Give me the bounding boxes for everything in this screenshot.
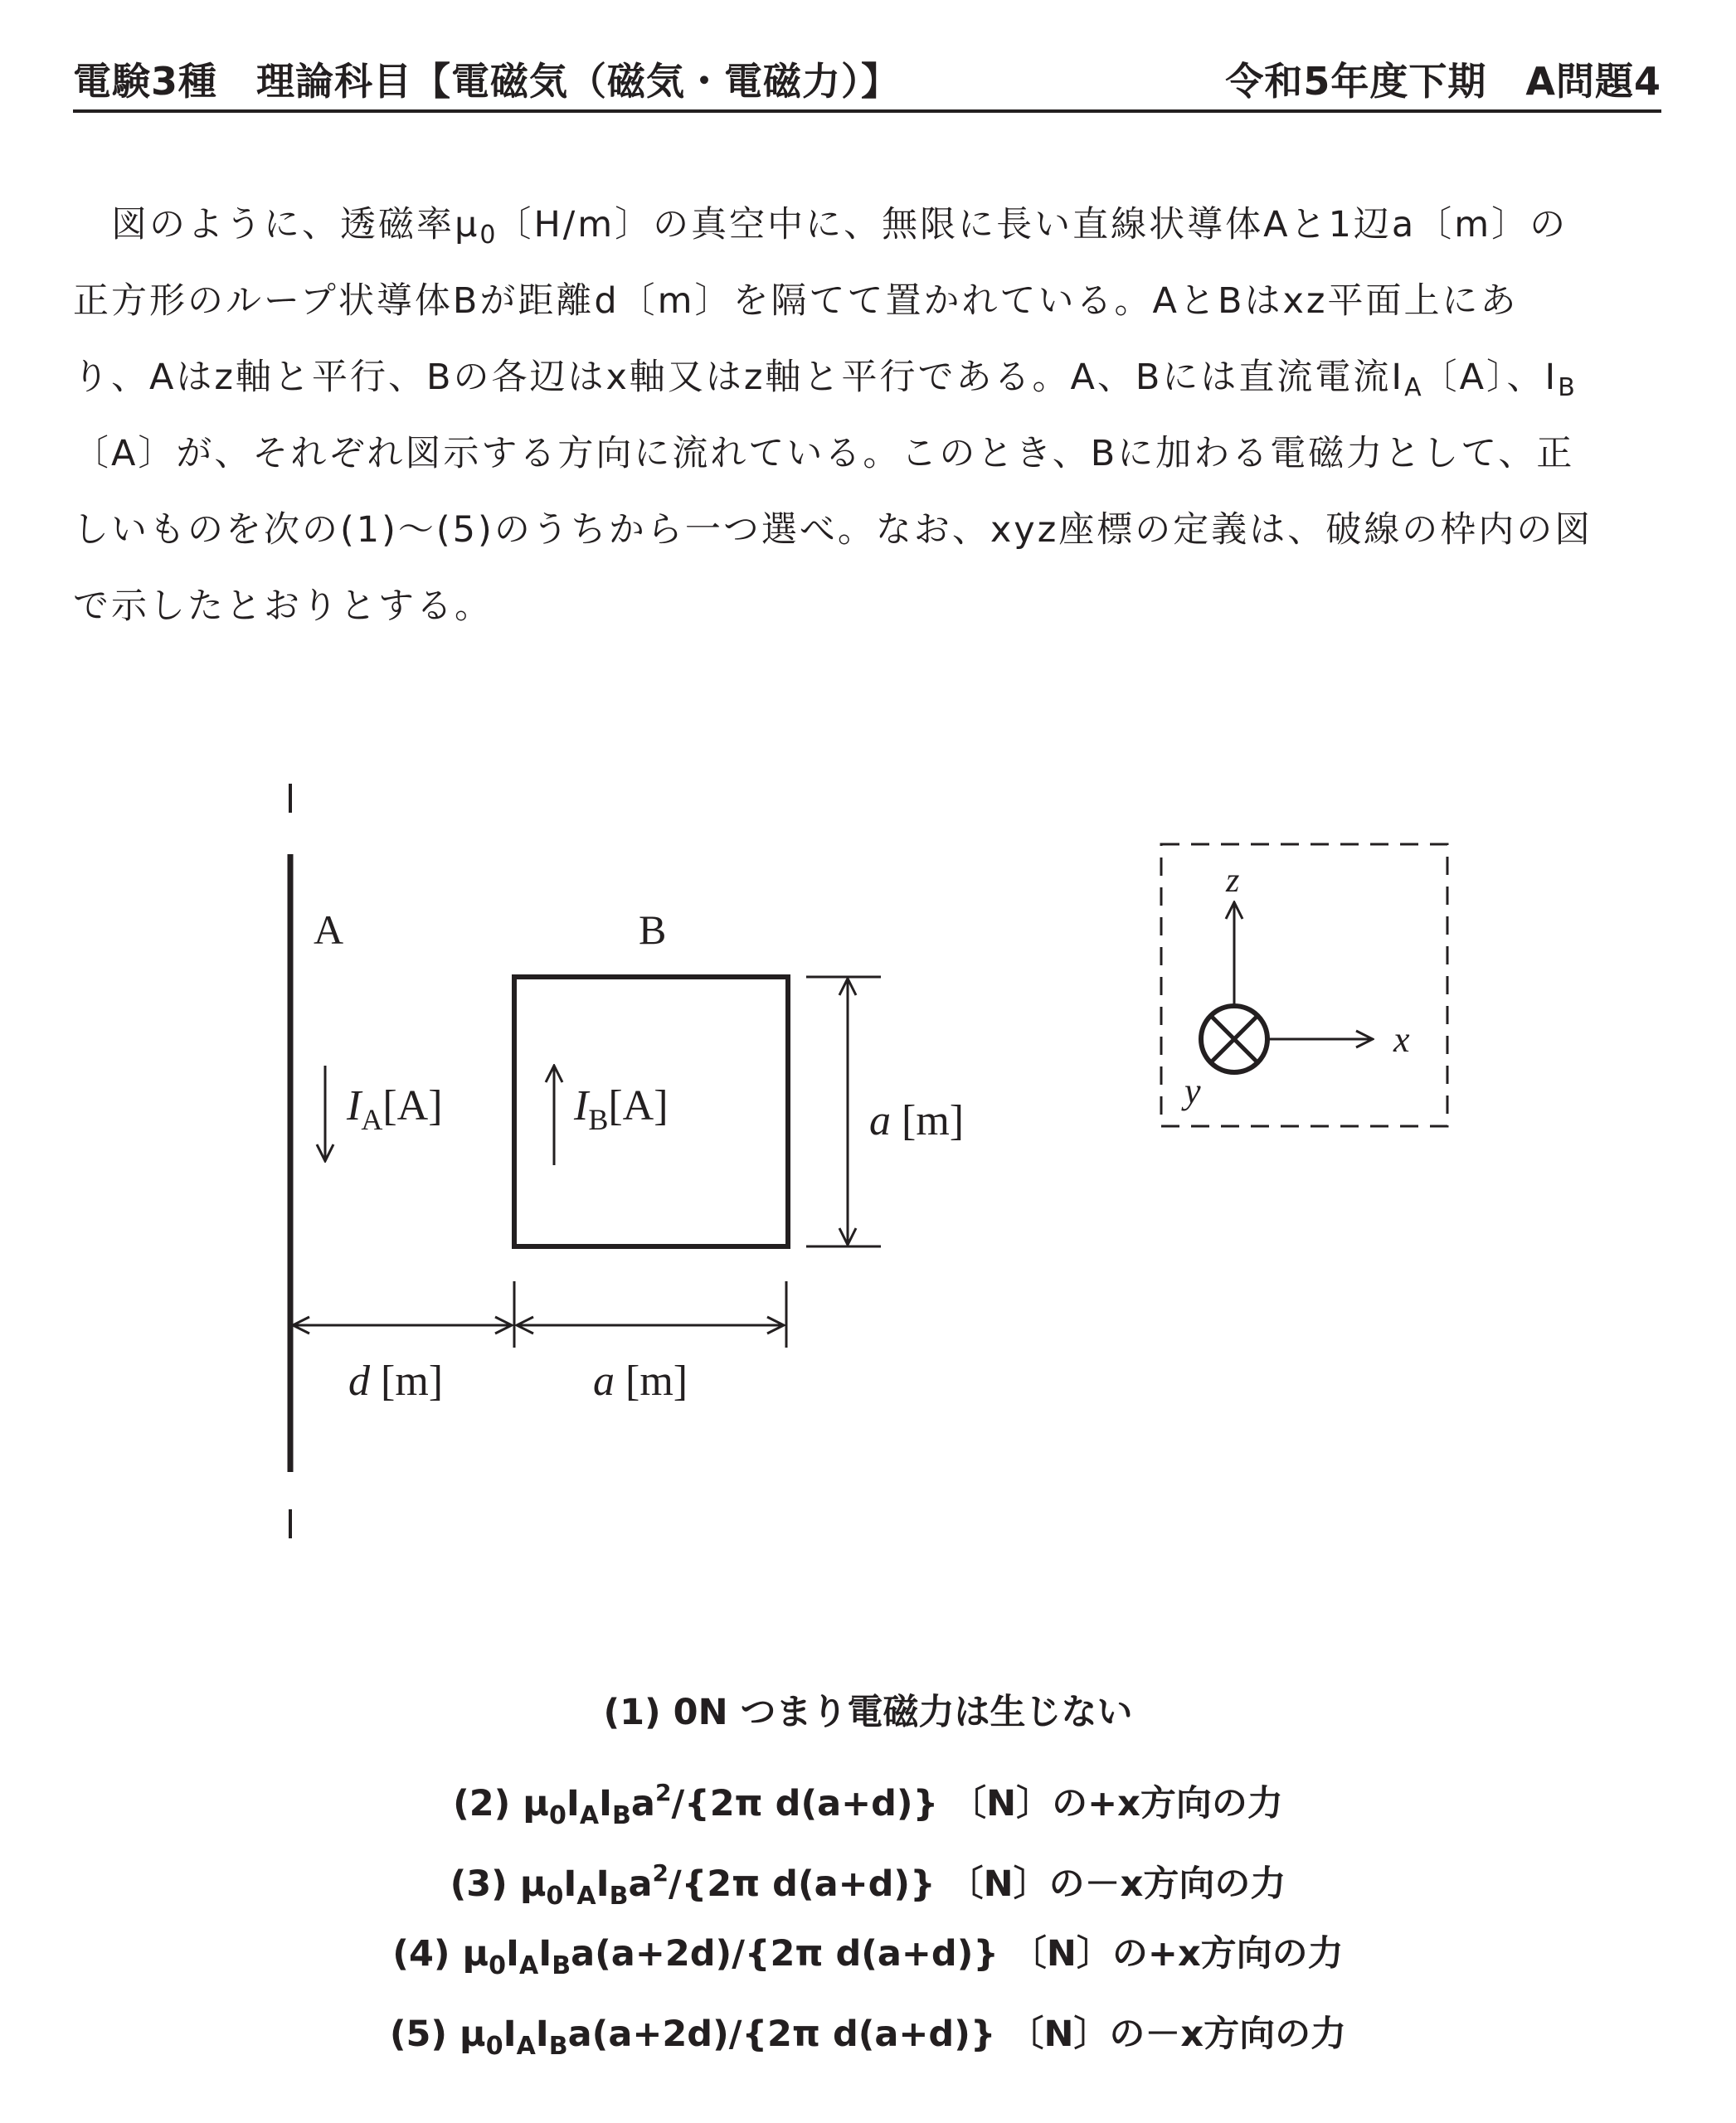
current-A-label: $I_A[A]$ [347, 1082, 443, 1136]
page-header [73, 51, 1661, 113]
problem-line-5: しいものを次の(1)〜(5)のうちから一つ選べ。なお、xyz座標の定義は、破線の枠内の図 [73, 509, 1593, 551]
bottom-dimensions [293, 1281, 786, 1348]
choice-3: (3) $\mu_0I_AI_Ba^2/\{2\pi$ d(a+d)} 〔N〕の－x方向の力 [450, 1859, 1286, 1911]
z-axis-label: z [1226, 862, 1240, 900]
choice-5: (5) $\mu_0I_AI_Ba(a+2d)/\{2\pi$ d(a+d)} 〔N〕の－x方向の力 [389, 2014, 1347, 2061]
problem-line-4: 〔A〕が、それぞれ図示する方向に流れている。このとき、Bに加わる電磁力として、正 [73, 433, 1575, 474]
problem-line-2: 正方形のループ状導体Bが距離d〔m〕を隔てて置かれている。AとBはxz平面上にあ [73, 280, 1519, 322]
label-B: B [639, 906, 667, 953]
problem-line-3: り、Aはz軸と平行、Bの各辺はx軸又はz軸と平行である。A、Bには直流電流$I_A$〔A〕、$I_B$ [73, 357, 1575, 402]
answer-choices [0, 1675, 1736, 2077]
exam-reference: 令和5年度下期 A問題4 [1225, 59, 1661, 104]
choice-4: (4) $\mu_0I_AI_Ba(a+2d)/\{2\pi$ d(a+d)} 〔N〕の+x方向の力 [392, 1933, 1344, 1980]
current-B-label: $I_B[A]$ [574, 1082, 669, 1136]
subject-title: 電験3種 理論科目【電磁気（磁気・電磁力）】 [73, 59, 901, 104]
coordinate-frame [1161, 844, 1447, 1126]
side-a-label: a [m] [869, 1097, 965, 1144]
problem-line-6: で示したとおりとする。 [73, 585, 493, 627]
y-axis-label: y [1184, 1071, 1201, 1111]
mu-symbol: μ [455, 204, 480, 245]
distance-d-label: d [m] [348, 1358, 444, 1405]
label-A: A [314, 906, 344, 953]
y-axis-into-page-icon [1201, 1006, 1267, 1072]
problem-line-1: 図のように、透磁率$\mu_0$〔H/m〕の真空中に、無限に長い直線状導体Aと1辺a〔m〕の [111, 204, 1568, 250]
distance-a-label: a [m] [593, 1358, 688, 1405]
x-axis-label: x [1393, 1019, 1410, 1060]
choice-2: (2) $\mu_0I_AI_Ba^2/\{2\pi$ d(a+d)} 〔N〕の+x方向の力 [453, 1779, 1283, 1830]
problem-statement [73, 187, 1661, 644]
conductor-figure [0, 746, 1736, 1576]
choice-1: (1) 0N つまり電磁力は生じない [603, 1692, 1133, 1733]
